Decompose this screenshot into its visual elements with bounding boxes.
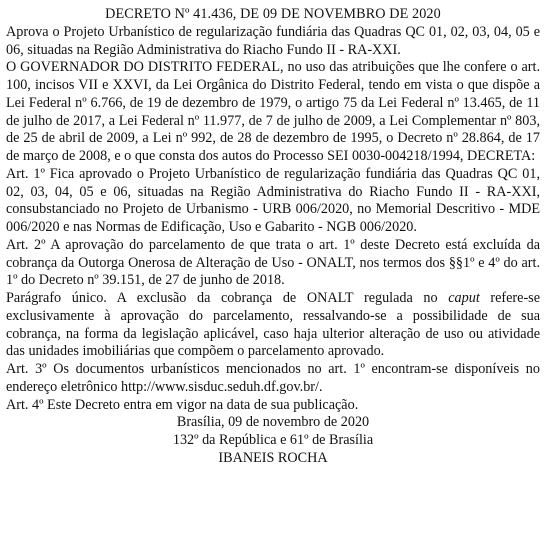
article-2: Art. 2º A aprovação do parcelamento de que trata o art. 1º deste Decreto está excluída da cobrança da Outorga Onerosa de Alteração de Uso - ONALT, nos termos dos §§1º e 4º do art. 1º do Decreto nº 39.151, de 27 de junho de 2018. (6, 236, 540, 289)
article-1: Art. 1º Fica aprovado o Projeto Urbanístico de regularização fundiária das Quadras QC 01, 02, 03, 04, 05 e 06, situadas na Região Administrativa do Riacho Fundo II - RA-XXI, consubstanciado no Projeto de Urbanismo - URB 006/2020, no Memorial Descritivo - MDE 006/2020 e nas Normas de Edificação, Uso e Gabarito - NGB 006/2020. (6, 165, 540, 235)
article-4: Art. 4º Este Decreto entra em vigor na data de sua publicação. (6, 396, 359, 413)
decree-title: DECRETO Nº 41.436, DE 09 DE NOVEMBRO DE 2020 (105, 6, 441, 22)
signatory-name: IBANEIS ROCHA (218, 449, 328, 466)
caput-term: caput (448, 290, 480, 306)
place-and-date: Brasília, 09 de novembro de 2020 (176, 414, 370, 431)
sole-paragraph (6, 290, 540, 361)
republic-year: 132º da República e 61º de Brasília (172, 432, 374, 448)
preamble: O GOVERNADOR DO DISTRITO FEDERAL, no uso das atribuições que lhe confere o art. 100, incisos VII e XXVI, da Lei Orgânica do Distrito Federal, tendo em vista o que dispõe a Lei Federal nº 6.766, de 19 de dezembro de 1979, o artigo 75 da Lei Federal nº 13.465, de 11 de julho de 2017, a Lei Federal nº 11.977, de 7 de julho de 2009, a Lei Complementar nº 803, de 25 de abril de 2009, a Lei nº 992, de 28 de dezembro de 1995, o Decreto nº 28.864, de 17 de março de 2008, e o que consta dos autos do Processo SEI 0030-004218/1994, DECRETA: (6, 59, 540, 164)
decree-summary: Aprova o Projeto Urbanístico de regularização fundiária das Quadras QC 01, 02, 03, 04, 05 e 06, situadas na Região Administrativa do Riacho Fundo II - RA-XXI. (6, 23, 540, 58)
sole-paragraph-text-start: Parágrafo único. A exclusão da cobrança de ONALT regulada no (6, 290, 449, 306)
article-3: Art. 3º Os documentos urbanísticos mencionados no art. 1º encontram-se disponíveis no endereço eletrônico http://www.sisduc.seduh.df.gov.br/. (6, 361, 540, 395)
sole-paragraph-text-end: refere-se exclusivamente à aprovação do parcelamento, ressalvando-se a possibilidade de sua cobrança, na forma da legislação aplicável, caso haja ulterior alteração de uso ou atividade das unidades imobiliárias que compõem o parcelamento aprovado. (6, 290, 540, 360)
